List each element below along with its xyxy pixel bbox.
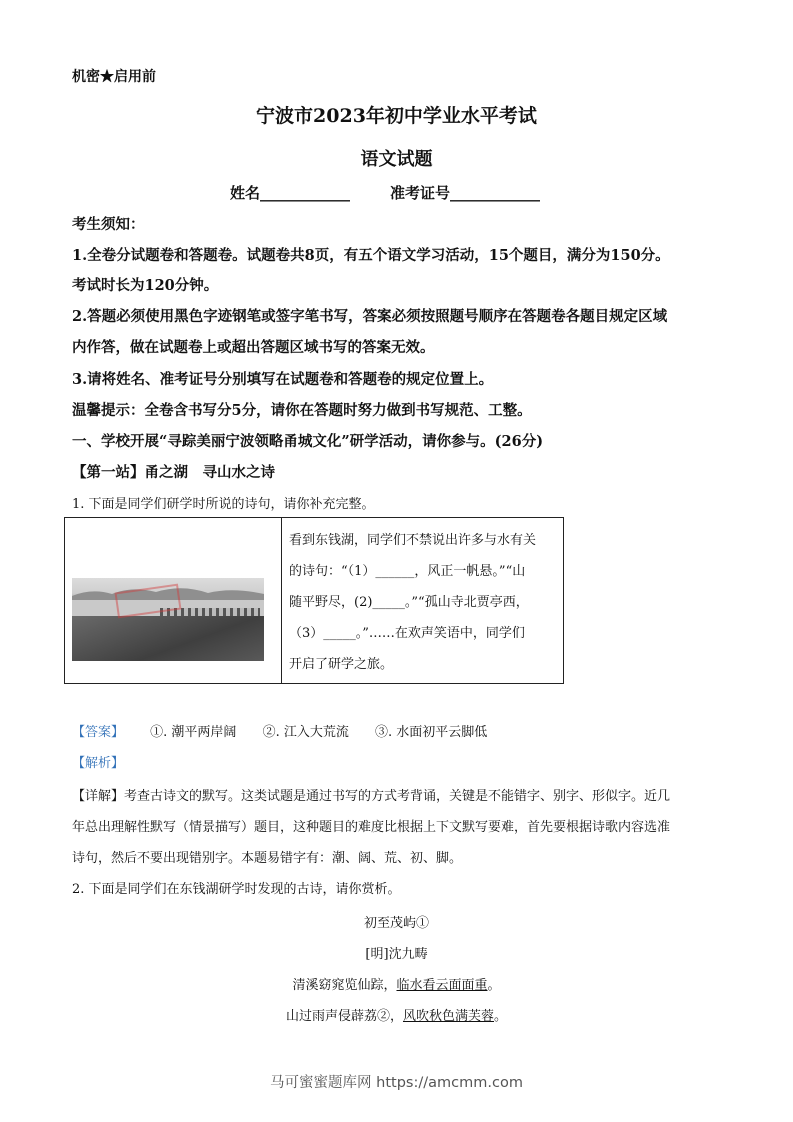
exam-id-field-label: 准考证号____________ [390, 184, 541, 202]
exam-title: 宁波市2023年初中学业水平考试 [256, 105, 537, 127]
answer-3: ③. 水面初平云脚低 [374, 725, 488, 740]
question2-prompt: 2. 下面是同学们在东钱湖研学时发现的古诗，请你赏析。 [72, 882, 401, 897]
instruction-item-1b: 考试时长为120分钟。 [72, 277, 219, 294]
answer-1: ①. 潮平两岸阔 [150, 725, 237, 740]
confidential-mark: 机密★启用前 [72, 69, 156, 85]
poem-line-1-underlined: 临水看云面面重 [396, 978, 488, 993]
question1-cell-line-3: 随平野尽，(2)_____。”“孤山寺北贾亭西， [289, 595, 529, 610]
poem-title: 初至茂屿① [363, 916, 429, 931]
instruction-item-2b: 内作答，做在试题卷上或超出答题区域书写的答案无效。 [72, 339, 435, 356]
shore-village [72, 616, 264, 661]
name-field-label: 姓名____________ [230, 184, 351, 202]
instruction-item-1a: 1.全卷分试题卷和答题卷。试题卷共8页，有五个语文学习活动，15个题目，满分为150分。 [72, 247, 670, 264]
poem-line-1-end: 。 [487, 978, 501, 993]
instruction-item-3: 3.请将姓名、准考证号分别填写在试题卷和答题卷的规定位置上。 [72, 371, 494, 388]
poem-line-2-underlined: 风吹秋色满芙蓉 [402, 1009, 494, 1024]
question1-prompt: 1. 下面是同学们研学时所说的诗句，请你补充完整。 [72, 497, 375, 512]
answer-row [72, 724, 727, 742]
detail-line-2: 年总出理解性默写（情景描写）题目，这种题目的难度比根据上下文默写要难，首先要根据诗歌内容选准 [72, 820, 671, 835]
poem-author: [明]沈九畴 [365, 947, 428, 962]
poem-line-2-part-a: 山过雨声侵薜荔②， [285, 1009, 403, 1024]
detail-line-3: 诗句，然后不要出现错别字。本题易错字有：潮、阔、荒、初、脚。 [72, 851, 463, 866]
exam-subtitle: 语文试题 [360, 149, 433, 170]
analysis-label: 【解析】 [72, 756, 125, 771]
instruction-item-2a: 2.答题必须使用黑色字迹钢笔或签字笔书写，答案必须按照题号顺序在答题卷各题目规定区域 [72, 308, 668, 325]
poem-line-2-end: 。 [494, 1009, 508, 1024]
poem-line-1-part-a: 清溪窈窕览仙踪， [292, 978, 397, 993]
instructions-heading: 考生须知： [72, 216, 145, 233]
footer-watermark: 马可蜜蜜题库网 https://amcmm.com [270, 1075, 523, 1091]
section1-heading: 一、学校开展“寻踪美丽宁波领略甬城文化”研学活动，请你参与。(26分) [72, 433, 544, 450]
answer-label: 【答案】 [72, 725, 125, 740]
poem-line-1 [0, 974, 793, 993]
reminder-text: 温馨提示：全卷含书写分5分，请你在答题时努力做到书写规范、工整。 [72, 402, 532, 419]
poem-line-2 [0, 1005, 793, 1024]
lake-photo [72, 578, 264, 661]
station-heading: 【第一站】甬之湖 寻山水之诗 [72, 464, 275, 481]
table-divider [281, 517, 282, 684]
question1-cell-line-2: 的诗句：“（1）______，风正一帆悬。”“山 [289, 564, 526, 579]
answer-2: ②. 江入大荒流 [262, 725, 349, 740]
detail-line-1: 【详解】考查古诗文的默写。这类试题是通过书写的方式考背诵，关键是不能错字、别字、形似字。近几 [72, 789, 671, 804]
question1-cell-line-5: 开启了研学之旅。 [289, 657, 394, 672]
question1-cell-line-4: （3）_____。”……在欢声笑语中，同学们 [289, 626, 525, 641]
candidate-info-row [230, 182, 540, 203]
question1-cell-line-1: 看到东钱湖，同学们不禁说出许多与水有关 [289, 533, 537, 548]
